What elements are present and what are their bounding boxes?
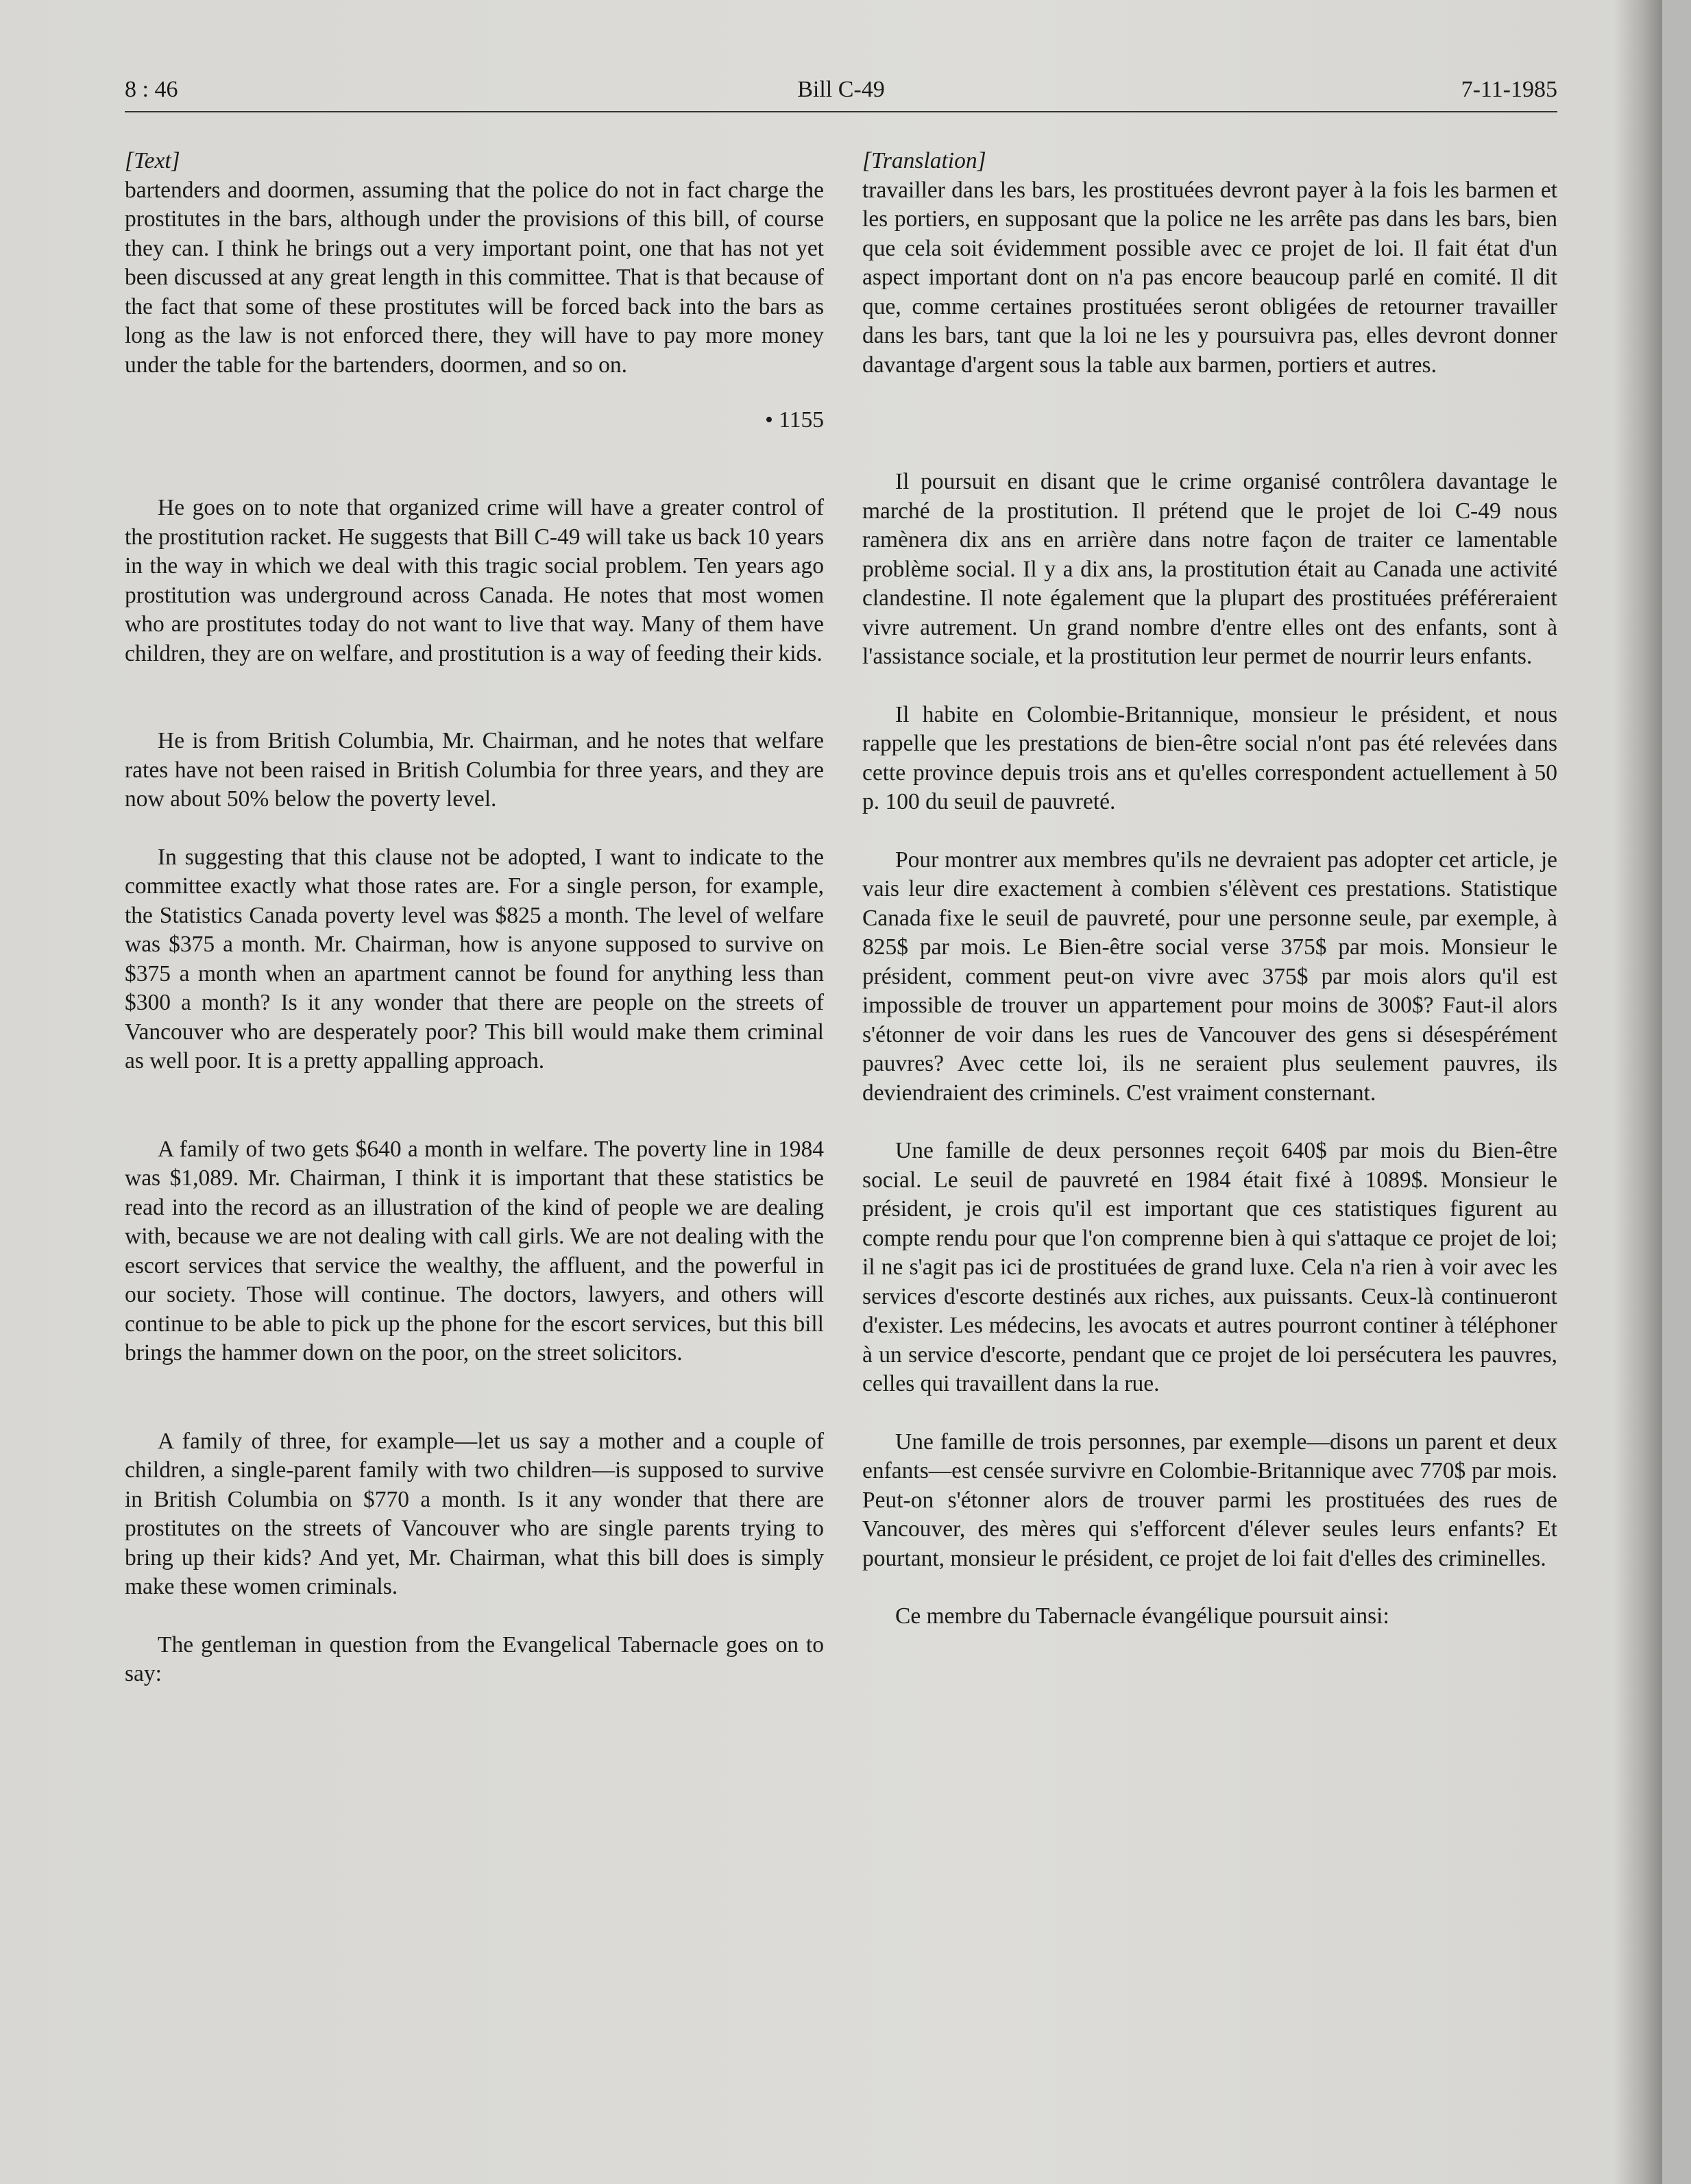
translation-label: [Translation]: [862, 148, 986, 173]
french-paragraph: Ce membre du Tabernacle évangélique poursuit ainsi:: [895, 1603, 1389, 1629]
time-marker-row: [125, 406, 824, 435]
french-paragraph: Une famille de deux personnes reçoit 640$ par mois du Bien-être social. Le seuil de pauvreté en 1984 était fixé à 1089$. Monsieur le président, je crois qu'il est important que ces statistiques figurent au compte rendu pour que l'on comprenne bien à qui s'attaque ce projet de loi; il ne s'agit pas ici de prostituées de grand luxe. Cela n'a rien à voir avec les services d'escorte destinés aux riches, aux puissants. Ceux-là continueront d'exister. Les médecins, les avocats et autres pourront continer à téléphoner à un service d'escorte, pendant que ce projet de loi persécutera les pauvres, celles qui travaillent dans la rue.: [862, 1138, 1557, 1396]
english-paragraph: He is from British Columbia, Mr. Chairman, and he notes that welfare rates have not been raised in British Columbia for three years, and they are now about 50% below the poverty level.: [125, 728, 824, 812]
english-paragraph: He goes on to note that organized crime will have a greater control of the prostitution racket. He suggests that Bill C-49 will take us back 10 years in the way in which we deal with this tragic social problem. Ten years ago prostitution was underground across Canada. He notes that most women who are prostitutes today do not want to live that way. Many of them have children, they are on welfare, and prostitution is a way of feeding their kids.: [125, 495, 824, 666]
time-marker: • 1155: [765, 407, 824, 433]
page-edge-shadow: [1614, 0, 1662, 2184]
french-column: [862, 147, 1557, 1631]
english-paragraph: In suggesting that this clause not be adopted, I want to indicate to the committee exactly what those rates are. For a single person, for example, the Statistics Canada poverty level was $825 a month. The level of welfare was $375 a month. Mr. Chairman, how is anyone supposed to survive on $375 a month when an apartment cannot be found for anything less than $300 a month? Is it any wonder that there are people on the streets of Vancouver who are desperately poor? This bill would make them criminal as well poor. It is a pretty appalling approach.: [125, 844, 824, 1073]
english-paragraph: bartenders and doormen, assuming that the police do not in fact charge the prostitutes in the bars, although under the provisions of this bill, of course they can. I think he brings out a very important point, one that has not yet been discussed at any great length in this committee. That is that because of the fact that some of these prostitutes will be forced back into the bars as long as the law is not enforced there, they will have to pay more money under the table for the bartenders, doormen, and so on.: [125, 177, 824, 378]
english-paragraph: The gentleman in question from the Evangelical Tabernacle goes on to say:: [125, 1631, 824, 1686]
bill-title: Bill C-49: [797, 77, 885, 102]
header-date: 7-11-1985: [1461, 77, 1557, 102]
french-paragraph: travailler dans les bars, les prostituées devront payer à la fois les barmen et les portiers, en supposant que la police ne les arrête pas dans les bars, bien que cela soit évidemment possible avec ce projet de loi. Il fait état d'un aspect important dont on n'a pas encore beaucoup parlé en comité. Il dit que, comme certaines prostituées seront obligées de retourner travailler dans les bars, tant que la loi ne les y poursuivra pas, elles devront donner davantage d'argent sous la table aux barmen, portiers et autres.: [862, 177, 1557, 378]
french-paragraph: Une famille de trois personnes, par exemple—disons un parent et deux enfants—est censée survivre en Colombie-Britannique avec 770$ par mois. Peut-on s'étonner alors de trouver parmi les prostituées des rues de Vancouver, des mères qui s'efforcent d'élever seules leurs enfants? Et pourtant, monsieur le président, ce projet de loi fait d'elles des criminelles.: [862, 1429, 1557, 1571]
header-rule: [125, 111, 1557, 112]
french-paragraph: Il habite en Colombie-Britannique, monsieur le président, et nous rappelle que les prestations de bien-être social n'ont pas été relevées dans cette province depuis trois ans et qu'elles correspondent actuellement à 50 p. 100 du seuil de pauvreté.: [862, 701, 1557, 814]
text-label: [Text]: [125, 148, 180, 173]
english-paragraph: A family of three, for example—let us say a mother and a couple of children, a single-parent family with two children—is supposed to survive in British Columbia on $770 a month. Is it any wonder that there are prostitutes on the streets of Vancouver who are single parents trying to bring up their kids? And yet, Mr. Chairman, what this bill does is simply make these women criminals.: [125, 1428, 824, 1599]
english-paragraph: A family of two gets $640 a month in welfare. The poverty line in 1984 was $1,089. Mr. Chairman, I think it is important that these statistics be read into the record as an illustration of the kind of people we are dealing with, because we are not dealing with call girls. We are not dealing with the escort services that service the wealthy, the affluent, and the powerful in our society. Those will continue. The doctors, lawyers, and others will continue to be able to pick up the phone for the escort services, but this bill brings the hammer down on the poor, on the street solicitors.: [125, 1136, 824, 1366]
french-paragraph: Il poursuit en disant que le crime organisé contrôlera davantage le marché de la prostitution. Il prétend que le projet de loi C-49 nous ramènera dix ans en arrière dans notre façon de traiter ce lamentable problème social. Il y a dix ans, la prostitution était au Canada une activité clandestine. Il note également que la plupart des prostituées préféreraient vivre autrement. Un grand nombre d'entre elles ont des enfants, sont à l'assistance sociale, et la prostitution leur permet de nourrir leurs enfants.: [862, 469, 1557, 669]
running-header: [125, 77, 1557, 111]
page-reference: 8 : 46: [125, 77, 178, 102]
french-paragraph: Pour montrer aux membres qu'ils ne devraient pas adopter cet article, je vais leur dire exactement à combien s'élèvent ces prestations. Statistique Canada fixe le seuil de pauvreté, pour une personne seule, par exemple, à 825$ par mois. Le Bien-être social verse 375$ par mois. Monsieur le président, comment peut-on vivre avec 375$ par mois alors qu'il est impossible de trouver un appartement pour moins de 300$? Faut-il alors s'étonner de voir dans les rues de Vancouver des gens si désespérément pauvres? Avec cette loi, ils ne seraient plus seulement pauvres, ils deviendraient des criminels. C'est vraiment consternant.: [862, 847, 1557, 1106]
english-column: [125, 147, 824, 1689]
